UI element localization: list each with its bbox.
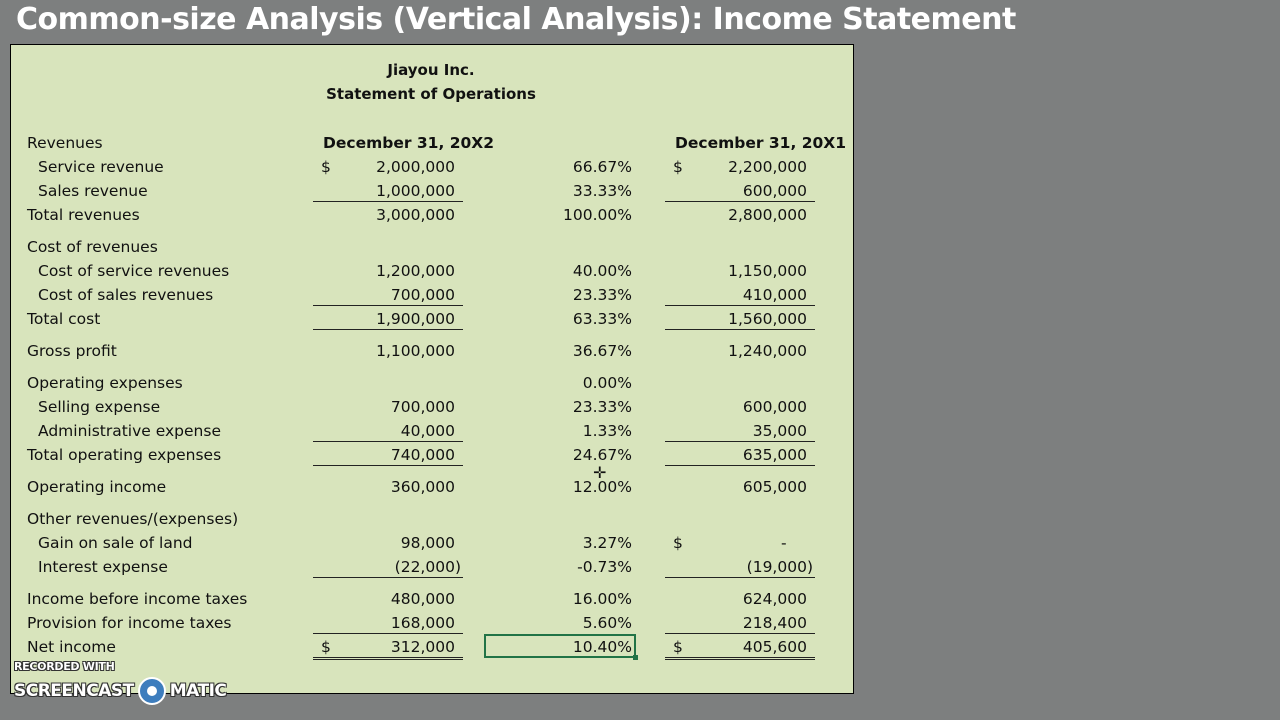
- row-label-sales-revenue: Sales revenue: [38, 182, 148, 200]
- cell-provision-pct[interactable]: 5.60%: [582, 614, 632, 632]
- slide-title: Common-size Analysis (Vertical Analysis): Income Statement: [16, 2, 1016, 37]
- cell-operating-income-20x2[interactable]: 360,000: [390, 478, 455, 496]
- cell-sales-revenue-20x1[interactable]: 600,000: [742, 182, 807, 200]
- row-label-gross-profit: Gross profit: [27, 342, 117, 360]
- double-underline: [313, 657, 463, 660]
- cell-admin-20x2[interactable]: 40,000: [400, 422, 455, 440]
- cell-net-income-pct[interactable]: 10.40%: [572, 638, 632, 656]
- cell-admin-20x1[interactable]: 35,000: [752, 422, 807, 440]
- cell-sales-revenue-20x2[interactable]: 1,000,000: [376, 182, 455, 200]
- underline: [665, 201, 815, 202]
- underline: [313, 329, 463, 330]
- cell-provision-20x1[interactable]: 218,400: [742, 614, 807, 632]
- underline: [313, 465, 463, 466]
- cell-total-cost-pct[interactable]: 63.33%: [572, 310, 632, 328]
- row-label-total-revenues: Total revenues: [27, 206, 140, 224]
- row-label-total-operating-expenses: Total operating expenses: [27, 446, 222, 464]
- cell-total-revenues-20x1[interactable]: 2,800,000: [728, 206, 807, 224]
- row-label-net-income: Net income: [27, 638, 116, 656]
- cell-income-before-tax-20x2[interactable]: 480,000: [390, 590, 455, 608]
- screencast-logo-icon: [138, 677, 166, 705]
- cell-service-revenue-20x1[interactable]: 2,200,000: [728, 158, 807, 176]
- company-name: Jiayou Inc.: [387, 61, 475, 79]
- cell-selling-20x1[interactable]: 600,000: [742, 398, 807, 416]
- cell-interest-20x2[interactable]: (22,000): [394, 558, 461, 576]
- watermark-line2b: MATIC: [169, 681, 227, 701]
- watermark-line1: RECORDED WITH: [14, 660, 115, 673]
- statement-title: Statement of Operations: [326, 85, 536, 103]
- cell-operating-income-pct[interactable]: 12.00%: [572, 478, 632, 496]
- double-underline: [665, 657, 815, 660]
- column-header-20x2: December 31, 20X2: [323, 134, 495, 152]
- row-label-cost-service: Cost of service revenues: [38, 262, 230, 280]
- cell-gross-profit-20x2[interactable]: 1,100,000: [376, 342, 455, 360]
- cell-service-revenue-20x2[interactable]: 2,000,000: [376, 158, 455, 176]
- cell-cost-service-20x1[interactable]: 1,150,000: [728, 262, 807, 280]
- cell-net-income-20x2[interactable]: 312,000: [390, 638, 455, 656]
- row-label-operating-income: Operating income: [27, 478, 167, 496]
- row-label-total-cost: Total cost: [27, 310, 101, 328]
- cell-sales-revenue-pct[interactable]: 33.33%: [572, 182, 632, 200]
- cell-selling-20x2[interactable]: 700,000: [390, 398, 455, 416]
- cell-income-before-tax-pct[interactable]: 16.00%: [572, 590, 632, 608]
- row-label-other-revenues-expenses: Other revenues/(expenses): [27, 510, 239, 528]
- cell-total-opex-20x1[interactable]: 635,000: [742, 446, 807, 464]
- underline: [665, 577, 815, 578]
- row-label-selling-expense: Selling expense: [38, 398, 161, 416]
- cell-cost-sales-20x2[interactable]: 700,000: [390, 286, 455, 304]
- row-label-provision-for-taxes: Provision for income taxes: [27, 614, 232, 632]
- cell-operating-expenses-pct[interactable]: 0.00%: [582, 374, 632, 392]
- cell-total-revenues-20x2[interactable]: 3,000,000: [376, 206, 455, 224]
- underline: [665, 329, 815, 330]
- cell-operating-income-20x1[interactable]: 605,000: [742, 478, 807, 496]
- row-label-cost-sales: Cost of sales revenues: [38, 286, 214, 304]
- cell-cursor-icon: ✛: [593, 463, 607, 482]
- cell-service-revenue-pct[interactable]: 66.67%: [572, 158, 632, 176]
- row-label-revenues: Revenues: [27, 134, 103, 152]
- cell-gain-land-20x1[interactable]: -: [781, 534, 787, 552]
- screencast-watermark: [14, 660, 226, 705]
- cell-net-income-20x1[interactable]: 405,600: [742, 638, 807, 656]
- cell-total-cost-20x1[interactable]: 1,560,000: [728, 310, 807, 328]
- cell-gross-profit-20x1[interactable]: 1,240,000: [728, 342, 807, 360]
- spreadsheet-area[interactable]: [10, 44, 854, 694]
- cell-cost-service-20x2[interactable]: 1,200,000: [376, 262, 455, 280]
- cell-admin-pct[interactable]: 1.33%: [582, 422, 632, 440]
- underline: [313, 577, 463, 578]
- row-label-operating-expenses: Operating expenses: [27, 374, 183, 392]
- column-header-20x1: December 31, 20X1: [675, 134, 847, 152]
- watermark-line2a: SCREENCAST: [14, 681, 134, 701]
- cell-cost-sales-20x1[interactable]: 410,000: [742, 286, 807, 304]
- currency-symbol: $: [673, 534, 683, 552]
- cell-gain-land-20x2[interactable]: 98,000: [400, 534, 455, 552]
- cell-total-revenues-pct[interactable]: 100.00%: [563, 206, 632, 224]
- underline: [313, 305, 463, 306]
- currency-symbol: $: [321, 158, 331, 176]
- row-label-administrative-expense: Administrative expense: [38, 422, 221, 440]
- row-label-gain-on-sale-of-land: Gain on sale of land: [38, 534, 193, 552]
- underline: [313, 201, 463, 202]
- cell-gross-profit-pct[interactable]: 36.67%: [572, 342, 632, 360]
- cell-income-before-tax-20x1[interactable]: 624,000: [742, 590, 807, 608]
- cell-interest-pct[interactable]: -0.73%: [577, 558, 632, 576]
- currency-symbol: $: [321, 638, 331, 656]
- cell-interest-20x1[interactable]: (19,000): [746, 558, 813, 576]
- cell-cost-service-pct[interactable]: 40.00%: [572, 262, 632, 280]
- underline: [313, 633, 463, 634]
- row-label-income-before-taxes: Income before income taxes: [27, 590, 248, 608]
- underline: [665, 441, 815, 442]
- currency-symbol: $: [673, 638, 683, 656]
- row-label-interest-expense: Interest expense: [38, 558, 168, 576]
- underline: [313, 441, 463, 442]
- underline: [665, 633, 815, 634]
- currency-symbol: $: [673, 158, 683, 176]
- cell-provision-20x2[interactable]: 168,000: [390, 614, 455, 632]
- cell-total-opex-20x2[interactable]: 740,000: [390, 446, 455, 464]
- cell-selling-pct[interactable]: 23.33%: [572, 398, 632, 416]
- row-label-service-revenue: Service revenue: [38, 158, 164, 176]
- cell-cost-sales-pct[interactable]: 23.33%: [572, 286, 632, 304]
- cell-total-cost-20x2[interactable]: 1,900,000: [376, 310, 455, 328]
- cell-total-opex-pct[interactable]: 24.67%: [572, 446, 632, 464]
- cell-gain-land-pct[interactable]: 3.27%: [582, 534, 632, 552]
- row-label-cost-of-revenues: Cost of revenues: [27, 238, 158, 256]
- underline: [665, 465, 815, 466]
- underline: [665, 305, 815, 306]
